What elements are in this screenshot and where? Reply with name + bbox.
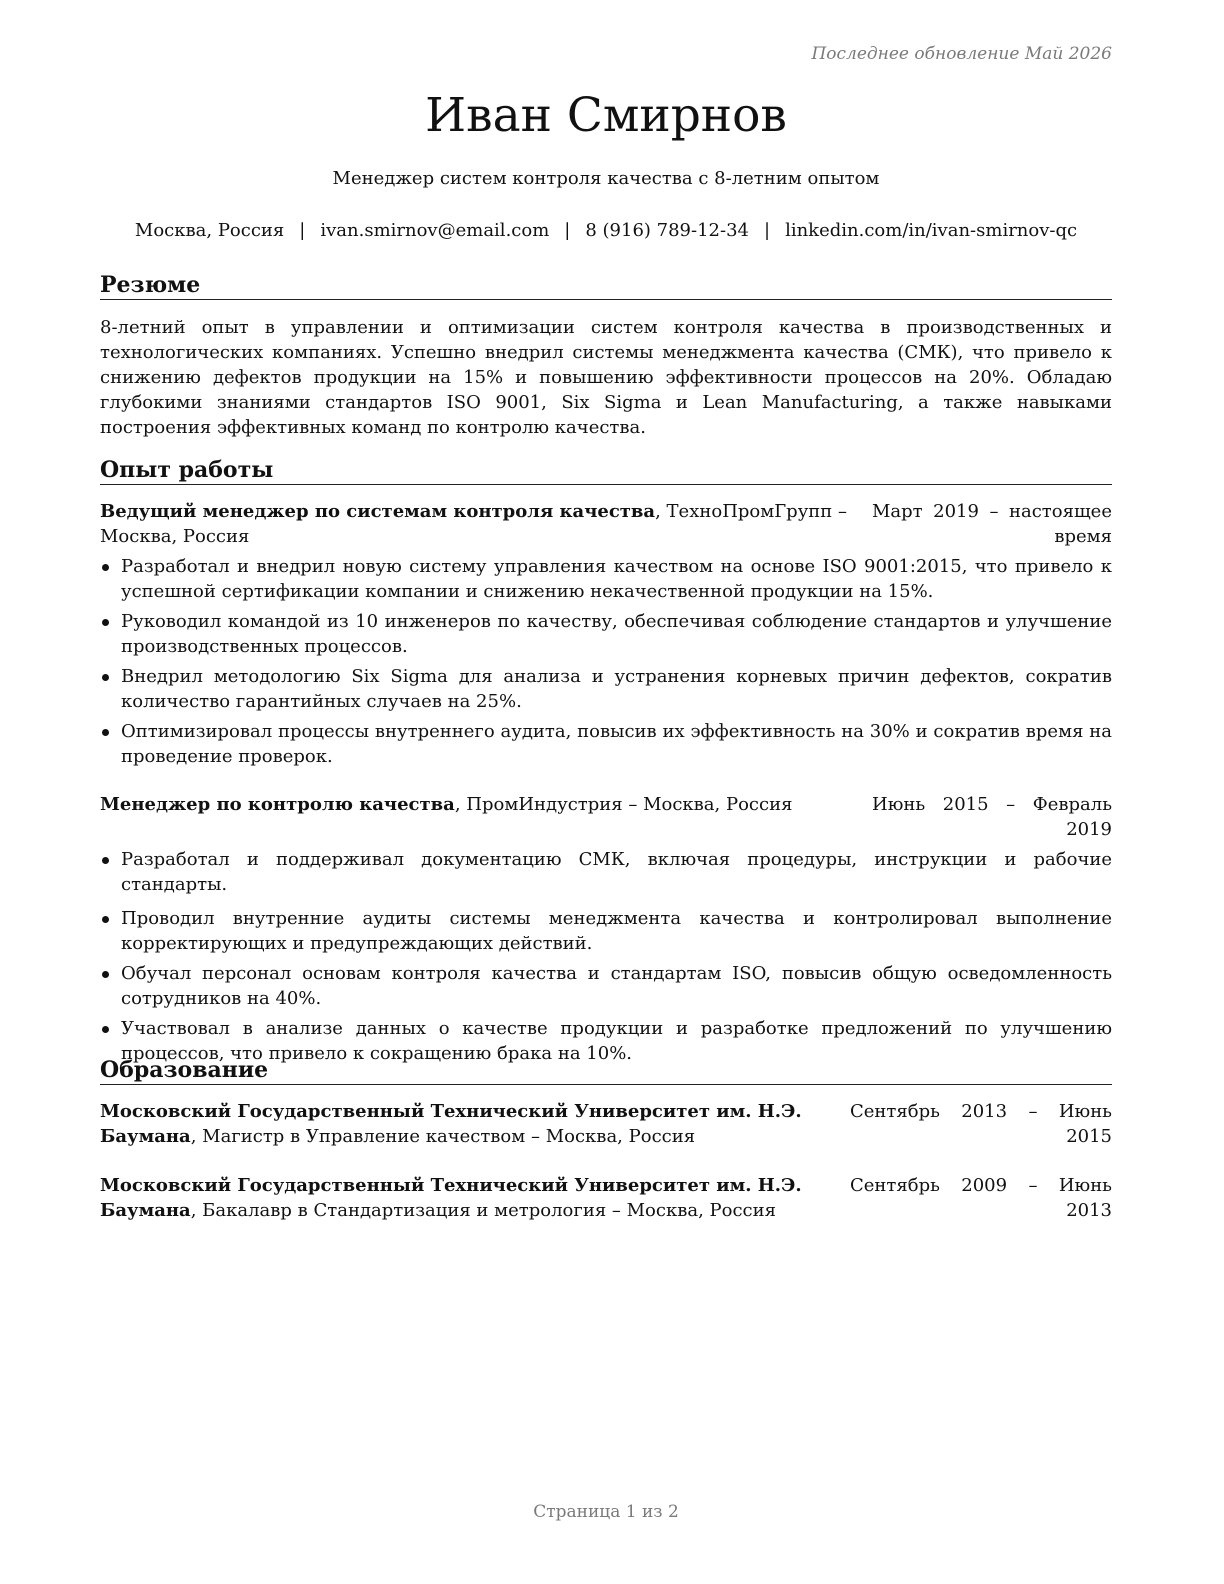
bullet-icon xyxy=(102,916,109,923)
contact-separator: | xyxy=(299,220,306,241)
education-dates: Сентябрь 2013 – Июнь 2015 xyxy=(850,1101,1112,1147)
resume-page xyxy=(100,0,1112,1584)
contact-phone[interactable]: 8 (916) 789-12-34 xyxy=(585,220,749,241)
list-item: Участвовал в анализе данных о качестве продукции и разработке предложений по улучшению процессов, что привело к сокращению брака на 10%. xyxy=(100,1016,1112,1066)
bullet-icon xyxy=(102,971,109,978)
job-bullets xyxy=(100,554,1112,774)
candidate-name: Иван Смирнов xyxy=(425,88,787,143)
last-updated: Последнее обновление Май 2026 xyxy=(811,44,1112,64)
bullet-icon xyxy=(102,857,109,864)
candidate-headline: Менеджер систем контроля качества с 8-летним опытом xyxy=(332,168,880,189)
contact-location: Москва, Россия xyxy=(134,220,285,241)
list-item: Разработал и поддерживал документацию СМК, включая процедуры, инструкции и рабочие стандарты. xyxy=(100,847,1112,897)
contact-linkedin[interactable]: linkedin.com/in/ivan-smirnov-qc xyxy=(785,220,1078,241)
education-degree: , Бакалавр в Стандартизация и метрология – Москва, Россия xyxy=(190,1200,776,1221)
education-school: Московский Государственный Технический Университет им. Н.Э. Баумана xyxy=(100,1101,802,1147)
job-dates: Июнь 2015 – Февраль 2019 xyxy=(872,794,1112,840)
summary-text: 8-летний опыт в управлении и оптимизации систем контроля качества в производственных и технологических компаниях. Успешно внедрил системы менеджмента качества (СМК), что привело к снижению дефектов продукции на 15% и повышению эффективности процессов на 20%. Обладаю глубокими знаниями стандартов ISO 9001, Six Sigma и Lean Manufacturing, а также навыками построения эффективных команд по контролю качества. xyxy=(100,317,1112,438)
education-title-line xyxy=(100,1173,840,1223)
education-title-line xyxy=(100,1099,840,1149)
bullet-icon xyxy=(102,1026,109,1033)
job-position: Ведущий менеджер по системам контроля качества xyxy=(100,501,656,522)
contact-separator: | xyxy=(764,220,771,241)
job-bullets xyxy=(100,847,1112,1071)
section-title-summary: Резюме xyxy=(100,271,1112,300)
job-company: , ПромИндустрия – Москва, Россия xyxy=(454,794,793,815)
list-item: Руководил командой из 10 инженеров по качеству, обеспечивая соблюдение стандартов и улучшение производственных процессов. xyxy=(100,609,1112,659)
section-title-education: Образование xyxy=(100,1056,1112,1085)
education-school: Московский Государственный Технический Университет им. Н.Э. Баумана xyxy=(100,1175,802,1221)
list-item: Оптимизировал процессы внутреннего аудита, повысив их эффективность на 30% и сократив время на проведение проверок. xyxy=(100,719,1112,769)
contact-line xyxy=(100,219,1112,243)
bullet-icon xyxy=(102,729,109,736)
list-item: Обучал персонал основам контроля качества и стандартам ISO, повысив общую осведомленность сотрудников на 40%. xyxy=(100,961,1112,1011)
education-degree: , Магистр в Управление качеством – Москва, Россия xyxy=(190,1126,696,1147)
contact-email[interactable]: ivan.smirnov@email.com xyxy=(320,220,550,241)
section-title-experience: Опыт работы xyxy=(100,456,1112,485)
page-number: Страница 1 из 2 xyxy=(533,1502,679,1522)
bullet-icon xyxy=(102,564,109,571)
job-position: Менеджер по контролю качества xyxy=(100,794,455,815)
contact-separator: | xyxy=(564,220,571,241)
list-item: Внедрил методологию Six Sigma для анализа и устранения корневых причин дефектов, сократив количество гарантийных случаев на 25%. xyxy=(100,664,1112,714)
job-company: , ТехноПромГрупп – Москва, Россия xyxy=(100,501,848,547)
job-title-line xyxy=(100,792,880,817)
bullet-icon xyxy=(102,674,109,681)
list-item: Разработал и внедрил новую систему управления качеством на основе ISO 9001:2015, что привело к успешной сертификации компании и снижению некачественной продукции на 15%. xyxy=(100,554,1112,604)
list-item: Проводил внутренние аудиты системы менеджмента качества и контролировал выполнение корректирующих и предупреждающих действий. xyxy=(100,906,1112,956)
bullet-icon xyxy=(102,619,109,626)
education-dates: Сентябрь 2009 – Июнь 2013 xyxy=(850,1175,1112,1221)
job-dates: Март 2019 – настоящее время xyxy=(872,501,1112,547)
job-title-line xyxy=(100,499,880,549)
